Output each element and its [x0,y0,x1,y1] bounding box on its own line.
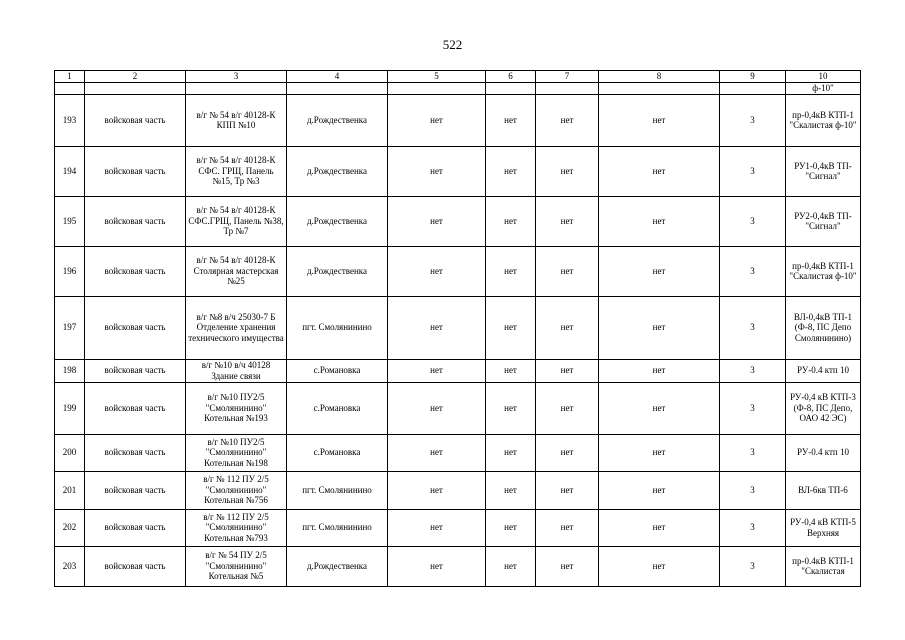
table-cell: в/г № 54 в/г 40128-К СФС. ГРЩ, Панель №15, Тр №3 [186,146,287,196]
table-cell: д.Рождественка [287,196,388,246]
table-cell [388,83,486,95]
table-cell: в/г №10 в/ч 40128 Здание связи [186,359,287,382]
table-cell: 203 [55,546,85,586]
table-cell: нет [388,509,486,546]
table-cell: войсковая часть [85,471,186,509]
table-cell: нет [486,546,536,586]
table-cell: 201 [55,471,85,509]
table-cell: нет [486,509,536,546]
table-cell: нет [388,359,486,382]
header-cell: 5 [388,71,486,83]
table-row [55,196,861,246]
header-cell: 1 [55,71,85,83]
table-cell [720,83,786,95]
table-cell: войсковая часть [85,246,186,296]
table-cell: нет [599,359,720,382]
header-cell: 9 [720,71,786,83]
table-cell: в/г №10 ПУ2/5 "Смолянинино" Котельная №198 [186,434,287,471]
table-cell: нет [536,359,599,382]
table-cell [287,83,388,95]
table-row [55,382,861,434]
table-cell: ВЛ-6кв ТП-6 [786,471,861,509]
table-cell [85,83,186,95]
table-cell: нет [486,296,536,359]
table-cell: нет [388,246,486,296]
table-cell: нет [536,434,599,471]
table-cell: 3 [720,382,786,434]
table-row [55,509,861,546]
table-cell: в/г № 54 в/г 40128-К СФС.ГРЩ, Панель №38, Тр №7 [186,196,287,246]
table-cell: в/г № 54 в/г 40128-К Столярная мастерская №25 [186,246,287,296]
table-cell: нет [536,146,599,196]
table-cell: нет [388,382,486,434]
table-cell: нет [599,246,720,296]
table-cell: в/г № 112 ПУ 2/5 "Смолянинино" Котельная №793 [186,509,287,546]
table-cell: РУ2-0,4кВ ТП-"Сигнал" [786,196,861,246]
table-cell: войсковая часть [85,146,186,196]
table-cell: с.Романовка [287,382,388,434]
header-cell: 6 [486,71,536,83]
table-cell: войсковая часть [85,359,186,382]
table-cell: нет [599,546,720,586]
table-cell: 3 [720,296,786,359]
table-cell: нет [599,509,720,546]
header-cell: 3 [186,71,287,83]
table-cell: пгт. Смолянинино [287,509,388,546]
table-cell: РУ1-0,4кВ ТП-"Сигнал" [786,146,861,196]
table-cell: 3 [720,246,786,296]
table-cell: нет [599,196,720,246]
table-cell: ВЛ-0,4кВ ТП-1 (Ф-8, ПС Депо Смолянинино) [786,296,861,359]
table-cell: нет [536,94,599,146]
table-cell: 202 [55,509,85,546]
header-cell: 7 [536,71,599,83]
table-cell: д.Рождественка [287,94,388,146]
table-cell: 193 [55,94,85,146]
header-cell: 4 [287,71,388,83]
table-cell: 195 [55,196,85,246]
table-cell: нет [536,246,599,296]
table-cell: в/г №8 в/ч 25030-7 Б Отделение хранения технического имущества [186,296,287,359]
table-cell: пгт. Смолянинино [287,296,388,359]
header-cell: 2 [85,71,186,83]
table-cell: 3 [720,196,786,246]
table-cell: нет [599,382,720,434]
table-cell: войсковая часть [85,382,186,434]
table-cell: войсковая часть [85,434,186,471]
table-cell: 194 [55,146,85,196]
table-row [55,434,861,471]
table-cell: нет [486,359,536,382]
table-cell: с.Романовка [287,434,388,471]
table-cell: нет [388,146,486,196]
page-number: 522 [442,37,463,52]
table-cell: нет [599,471,720,509]
table-cell: 199 [55,382,85,434]
table-cell: в/г №10 ПУ2/5 "Смолянинино" Котельная №193 [186,382,287,434]
table-cell: в/г № 54 в/г 40128-К КПП №10 [186,94,287,146]
table-cell: нет [486,382,536,434]
table-row [55,471,861,509]
table-cell: нет [388,434,486,471]
table-cell: нет [388,471,486,509]
table-cell: пр-0.4кВ КТП-1 "Скалистая [786,546,861,586]
table-row [55,296,861,359]
table-cell: нет [486,94,536,146]
table-cell: войсковая часть [85,509,186,546]
table-cell [599,83,720,95]
table-cell: нет [599,434,720,471]
table-cell: 3 [720,146,786,196]
table-cell: 3 [720,434,786,471]
table-cell: 197 [55,296,85,359]
table-cell: 3 [720,509,786,546]
table-cell: 3 [720,546,786,586]
table-cell: войсковая часть [85,546,186,586]
table-cell [536,83,599,95]
table-cell: ф-10" [786,83,861,95]
table-cell: в/г № 112 ПУ 2/5 "Смолянинино" Котельная №756 [186,471,287,509]
table-cell: 198 [55,359,85,382]
table-cell: нет [486,196,536,246]
table-cell: нет [536,196,599,246]
table-cell: с.Романовка [287,359,388,382]
table-cell: 3 [720,471,786,509]
table-cell: РУ-0,4 кВ КТП-3 (Ф-8, ПС Депо, ОАО 42 ЭС) [786,382,861,434]
table-cell: нет [599,94,720,146]
table-row [55,359,861,382]
table-cell: д.Рождественка [287,246,388,296]
table-cell: в/г № 54 ПУ 2/5 "Смолянинино" Котельная №5 [186,546,287,586]
table-cell: нет [486,146,536,196]
table-cell: нет [599,146,720,196]
table-cell: д.Рождественка [287,546,388,586]
table-cell: 3 [720,359,786,382]
continuation-row [55,83,861,95]
header-row [55,71,861,83]
table-cell: нет [388,196,486,246]
table-cell: войсковая часть [85,94,186,146]
table-cell: нет [536,471,599,509]
table-cell: пр-0,4кВ КТП-1 "Скалистая ф-10" [786,94,861,146]
table-row [55,94,861,146]
table-cell: нет [486,471,536,509]
table-cell: нет [486,434,536,471]
table-cell: 200 [55,434,85,471]
table-row [55,546,861,586]
table-cell: войсковая часть [85,296,186,359]
table-cell: д.Рождественка [287,146,388,196]
table-row [55,246,861,296]
table-cell: нет [536,296,599,359]
table-cell [486,83,536,95]
table-cell: 3 [720,94,786,146]
table-cell: войсковая часть [85,196,186,246]
table-cell: пр-0,4кВ КТП-1 "Скалистая ф-10" [786,246,861,296]
table-cell: нет [388,546,486,586]
table-cell [186,83,287,95]
table-cell: нет [388,94,486,146]
table-cell: нет [536,546,599,586]
header-cell: 10 [786,71,861,83]
table-cell: РУ-0.4 ктп 10 [786,434,861,471]
table-cell: нет [536,382,599,434]
table-cell: нет [388,296,486,359]
header-cell: 8 [599,71,720,83]
table-cell [55,83,85,95]
table-cell: нет [536,509,599,546]
table-cell: 196 [55,246,85,296]
table-cell: РУ-0.4 ктп 10 [786,359,861,382]
table-cell: РУ-0,4 кВ КТП-5 Верхняя [786,509,861,546]
table-row [55,146,861,196]
table-cell: пгт. Смолянинино [287,471,388,509]
data-table [54,70,861,587]
table-cell: нет [599,296,720,359]
table-cell: нет [486,246,536,296]
